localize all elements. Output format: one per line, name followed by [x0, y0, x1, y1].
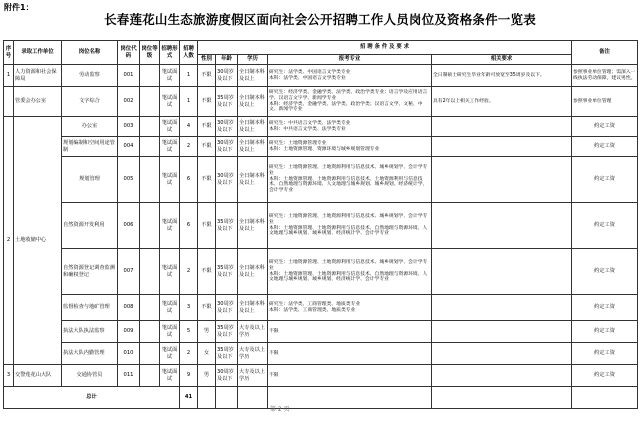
header-remark: 备注	[572, 41, 638, 65]
cell-major: 研究生：土地资源管理、土地资源利用与信息技术、城乡规划学、会计学专业 本科：土地资源管理、土地资源利用与信息技术、自然地理与资源环境、人文地理与城乡规划、城乡规划、经济统计学、会计学专业	[268, 203, 432, 249]
attachment-label: 附件1：	[4, 3, 34, 12]
cell-position: 规划管理	[62, 157, 118, 203]
table-row	[4, 343, 638, 365]
cell-exam: 笔试面试	[160, 295, 180, 321]
cell-unit: 管委会办公室	[14, 87, 62, 117]
cell-level	[140, 343, 160, 365]
cell-code: 002	[118, 87, 140, 117]
cell-count: 2	[180, 343, 198, 365]
cell-other	[432, 343, 572, 365]
cell-position: 交通协管员	[62, 365, 118, 387]
cell-edu: 全日制本科及以上	[238, 137, 268, 157]
cell-major: 研究生：法学类、工商管理类、地质类专业 本科：法学类、工商管理类、地质类专业	[268, 295, 432, 321]
cell-position: 监督检查与地矿管理	[62, 295, 118, 321]
cell-level	[140, 65, 160, 87]
cell-level	[140, 137, 160, 157]
cell-level	[140, 365, 160, 387]
cell-age: 35周岁及以下	[216, 203, 238, 249]
cell-count: 2	[180, 249, 198, 295]
cell-age: 35周岁及以下	[216, 321, 238, 343]
cell-remark: 约定工资	[572, 295, 638, 321]
table-row	[4, 365, 638, 387]
cell-code: 006	[118, 203, 140, 249]
cell-count: 6	[180, 203, 198, 249]
cell-remark: 约定工资	[572, 117, 638, 137]
table-row	[4, 203, 638, 249]
cell-code: 005	[118, 157, 140, 203]
cell-age: 35周岁及以下	[216, 87, 238, 117]
cell-edu: 全日制本科及以上	[238, 295, 268, 321]
cell-edu: 全日制本科及以上	[238, 87, 268, 117]
table-row	[4, 137, 638, 157]
header-edu: 学历	[238, 55, 268, 65]
cell-exam: 笔试面试	[160, 365, 180, 387]
cell-age: 30周岁及以下	[216, 65, 238, 87]
cell-exam: 笔试面试	[160, 65, 180, 87]
cell-other	[432, 137, 572, 157]
cell-code: 004	[118, 137, 140, 157]
cell-seq: 1	[4, 65, 14, 87]
cell-gender: 男	[198, 321, 216, 343]
cell-level	[140, 157, 160, 203]
cell-code: 010	[118, 343, 140, 365]
table-row	[4, 157, 638, 203]
table-row	[4, 295, 638, 321]
header-code: 岗位代码	[118, 41, 140, 65]
cell-gender: 不限	[198, 117, 216, 137]
cell-unit: 土地收储中心	[14, 117, 62, 365]
cell-gender: 女	[198, 343, 216, 365]
header-gender: 性别	[198, 55, 216, 65]
cell-unit: 交警莲花山大队	[14, 365, 62, 387]
cell-position: 文字综合	[62, 87, 118, 117]
cell-level	[140, 87, 160, 117]
cell-seq: 2	[4, 117, 14, 365]
cell-count: 1	[180, 87, 198, 117]
total-label: 总计	[4, 387, 180, 409]
cell-count: 1	[180, 65, 198, 87]
recruitment-table	[3, 40, 638, 409]
cell-other	[432, 365, 572, 387]
cell-position: 规划编制和空间用途管制	[62, 137, 118, 157]
cell-gender: 不限	[198, 249, 216, 295]
header-count: 招聘人数	[180, 41, 198, 65]
cell-gender: 不限	[198, 65, 216, 87]
cell-gender: 不限	[198, 87, 216, 117]
header-major: 报考专业	[268, 55, 432, 65]
cell-age: 30周岁及以下	[216, 137, 238, 157]
cell-level	[140, 321, 160, 343]
header-level: 岗位等级	[140, 41, 160, 65]
cell-major: 研究生：经济学类、金融学类、法学类、政治学类专业；语言学及应用语言学、汉语言文字学、新闻学专业 本科：经济学类、金融学类、法学类、政治学类；汉语言文学、文秘、中文、新闻学专业	[268, 87, 432, 117]
cell-other	[432, 249, 572, 295]
cell-major: 研究生：土地资源管理、土地资源利用与信息技术、城乡规划学、会计学专业 本科：土地资源管理、土地资源利用与信息技术、土地资源利用与信息技术、自然地理与资源环境、人文地理与城乡规划、城乡规划、经济统计学、会计学专业	[268, 157, 432, 203]
page-number: 第 2 页	[270, 406, 290, 413]
cell-edu: 全日制本科及以上	[238, 157, 268, 203]
cell-code: 003	[118, 117, 140, 137]
cell-age: 30周岁及以下	[216, 157, 238, 203]
cell-position: 执法大队执法监察	[62, 321, 118, 343]
table-row	[4, 117, 638, 137]
header-seq: 序号	[4, 41, 14, 65]
cell-edu: 大专及以上学历	[238, 321, 268, 343]
cell-major: 研究生：土地资源管理、土地资源利用与信息技术、城乡规划学、会计学专业 本科：土地资源管理、土地资源利用与信息技术、自然地理与资源环境、人文地理与城乡规划、城乡规划、经济统计学、会计学专业	[268, 249, 432, 295]
cell-remark: 约定工资	[572, 343, 638, 365]
cell-gender: 不限	[198, 295, 216, 321]
cell-exam: 笔试面试	[160, 203, 180, 249]
cell-exam: 笔试面试	[160, 137, 180, 157]
cell-position: 劳动监察	[62, 65, 118, 87]
cell-code: 008	[118, 295, 140, 321]
cell-seq	[4, 87, 14, 117]
cell-remark: 约定工资	[572, 137, 638, 157]
cell-major: 研究生：法学类、中国语言文学类专业 本科：法学类、中国语言文学类专业	[268, 65, 432, 87]
table-row	[4, 249, 638, 295]
cell-position: 办公室	[62, 117, 118, 137]
cell-exam: 笔试面试	[160, 157, 180, 203]
cell-edu: 大专及以上学历	[238, 343, 268, 365]
cell-other: 全日制硕士研究生毕业年龄可放宽至35周岁及以下。	[432, 65, 572, 87]
cell-seq: 3	[4, 365, 14, 387]
header-age: 年龄	[216, 55, 238, 65]
cell-remark: 参照事业单位管理	[572, 87, 638, 117]
cell-age: 30周岁及以下	[216, 295, 238, 321]
cell-count: 3	[180, 295, 198, 321]
cell-age: 35周岁及以下	[216, 343, 238, 365]
cell-level	[140, 249, 160, 295]
cell-edu: 全日制本科及以上	[238, 203, 268, 249]
header-other: 相关要求	[432, 55, 572, 65]
cell-remark: 参照事业单位管理；需深入一线执法劳动保障，建议男性。	[572, 65, 638, 87]
cell-remark: 约定工资	[572, 321, 638, 343]
cell-major: 研究生：土地资源管理专业 本科：土地资源管理、资源环境与城乡规划管理专业	[268, 137, 432, 157]
cell-major: 不限	[268, 365, 432, 387]
cell-exam: 笔试面试	[160, 87, 180, 117]
cell-gender: 不限	[198, 203, 216, 249]
cell-unit: 人力资源和社会保障局	[14, 65, 62, 87]
cell-code: 009	[118, 321, 140, 343]
header-exam: 招聘形式	[160, 41, 180, 65]
cell-count: 6	[180, 157, 198, 203]
table-row	[4, 65, 638, 87]
table-row	[4, 87, 638, 117]
cell-gender: 不限	[198, 137, 216, 157]
cell-edu: 全日制本科及以上	[238, 249, 268, 295]
cell-major: 不限	[268, 343, 432, 365]
cell-age: 30周岁及以下	[216, 117, 238, 137]
cell-position: 执法大队内勤管理	[62, 343, 118, 365]
cell-edu: 全日制本科及以上	[238, 65, 268, 87]
cell-other	[432, 157, 572, 203]
cell-other	[432, 321, 572, 343]
cell-edu: 大专及以上学历	[238, 365, 268, 387]
cell-count: 4	[180, 117, 198, 137]
cell-level	[140, 203, 160, 249]
cell-code: 011	[118, 365, 140, 387]
cell-gender: 不限	[198, 157, 216, 203]
cell-remark: 约定工资	[572, 365, 638, 387]
total-row	[4, 387, 638, 409]
cell-code: 001	[118, 65, 140, 87]
header-conditions: 招 聘 条 件 及 要 求	[198, 41, 572, 55]
header-position: 岗位名称	[62, 41, 118, 65]
cell-remark: 约定工资	[572, 249, 638, 295]
cell-age: 35周岁及以下	[216, 249, 238, 295]
cell-level	[140, 117, 160, 137]
cell-exam: 笔试面试	[160, 321, 180, 343]
cell-other	[432, 295, 572, 321]
cell-exam: 笔试面试	[160, 249, 180, 295]
cell-remark: 约定工资	[572, 203, 638, 249]
page-title: 长春莲花山生态旅游度假区面向社会公开招聘工作人员岗位及资格条件一览表	[104, 12, 536, 27]
cell-count: 2	[180, 137, 198, 157]
cell-count: 9	[180, 365, 198, 387]
cell-code: 007	[118, 249, 140, 295]
cell-position: 自然资源登记调查监测和确权登记	[62, 249, 118, 295]
total-count: 41	[180, 387, 198, 409]
cell-major: 研究生：中共语言文学类、法学类专业 本科：中共语言文学类、法学类专业	[268, 117, 432, 137]
cell-level	[140, 295, 160, 321]
cell-position: 自然资源开发利用	[62, 203, 118, 249]
cell-exam: 笔试面试	[160, 343, 180, 365]
cell-exam: 笔试面试	[160, 117, 180, 137]
cell-other: 具有2年以上相关工作经验。	[432, 87, 572, 117]
cell-gender: 男	[198, 365, 216, 387]
cell-major: 不限	[268, 321, 432, 343]
cell-count: 5	[180, 321, 198, 343]
cell-age: 30周岁及以下	[216, 365, 238, 387]
cell-other	[432, 117, 572, 137]
cell-remark: 约定工资	[572, 157, 638, 203]
cell-other	[432, 203, 572, 249]
table-row	[4, 321, 638, 343]
header-unit: 录取工作单位	[14, 41, 62, 65]
cell-edu: 全日制本科及以上	[238, 117, 268, 137]
